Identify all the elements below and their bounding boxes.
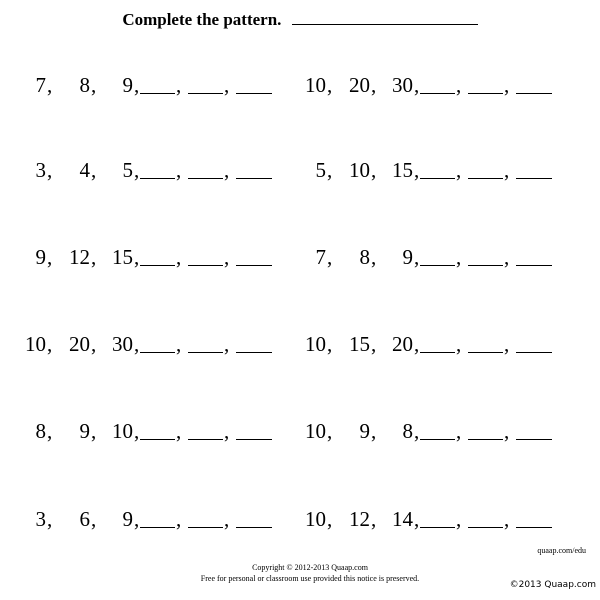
comma: , (224, 332, 230, 356)
comma: , (91, 158, 97, 182)
comma: , (134, 332, 140, 356)
comma: , (176, 245, 182, 269)
comma: , (414, 73, 420, 97)
pattern-number: 12 (349, 507, 370, 531)
pattern-problem (16, 72, 282, 98)
comma: , (414, 245, 420, 269)
pattern-number: 9 (359, 419, 370, 443)
pattern-number: 15 (112, 245, 133, 269)
pattern-number: 30 (392, 73, 413, 97)
comma: , (134, 158, 140, 182)
pattern-number: 12 (69, 245, 90, 269)
comma: , (456, 245, 462, 269)
answer-blank[interactable] (420, 265, 455, 266)
comma: , (504, 245, 510, 269)
pattern-number: 9 (122, 507, 133, 531)
comma: , (134, 245, 140, 269)
comma: , (91, 332, 97, 356)
pattern-number: 30 (112, 332, 133, 356)
pattern-number: 7 (315, 245, 326, 269)
pattern-number: 8 (79, 73, 90, 97)
pattern-number: 15 (349, 332, 370, 356)
answer-blank[interactable] (420, 93, 455, 94)
comma: , (327, 245, 333, 269)
answer-blank[interactable] (516, 93, 552, 94)
pattern-number: 10 (305, 419, 326, 443)
title-text: Complete the pattern. (122, 10, 282, 29)
pattern-number: 7 (35, 73, 46, 97)
answer-blank[interactable] (420, 527, 455, 528)
answer-blank[interactable] (516, 439, 552, 440)
comma: , (456, 332, 462, 356)
pattern-problem (296, 244, 562, 270)
pattern-number: 10 (25, 332, 46, 356)
corner-stamp: ©2013 Quaap.com (509, 580, 596, 590)
answer-blank[interactable] (236, 352, 272, 353)
comma: , (371, 158, 377, 182)
comma: , (176, 419, 182, 443)
pattern-number: 9 (35, 245, 46, 269)
answer-blank[interactable] (140, 93, 175, 94)
answer-blank[interactable] (516, 527, 552, 528)
comma: , (176, 332, 182, 356)
pattern-problem (296, 506, 562, 532)
answer-blank[interactable] (468, 439, 503, 440)
answer-blank[interactable] (468, 265, 503, 266)
pattern-problem (296, 72, 562, 98)
comma: , (47, 332, 53, 356)
name-line (292, 10, 478, 25)
pattern-number: 6 (79, 507, 90, 531)
pattern-number: 20 (349, 73, 370, 97)
answer-blank[interactable] (236, 265, 272, 266)
answer-blank[interactable] (140, 527, 175, 528)
comma: , (91, 73, 97, 97)
answer-blank[interactable] (188, 265, 223, 266)
comma: , (47, 507, 53, 531)
comma: , (224, 507, 230, 531)
comma: , (91, 245, 97, 269)
comma: , (504, 507, 510, 531)
comma: , (327, 419, 333, 443)
comma: , (47, 419, 53, 443)
pattern-number: 3 (35, 158, 46, 182)
comma: , (504, 332, 510, 356)
comma: , (47, 245, 53, 269)
comma: , (134, 507, 140, 531)
answer-blank[interactable] (420, 178, 455, 179)
pattern-number: 10 (305, 332, 326, 356)
answer-blank[interactable] (140, 439, 175, 440)
pattern-number: 10 (305, 507, 326, 531)
pattern-number: 9 (122, 73, 133, 97)
comma: , (134, 73, 140, 97)
comma: , (456, 507, 462, 531)
answer-blank[interactable] (188, 352, 223, 353)
comma: , (224, 158, 230, 182)
pattern-number: 8 (402, 419, 413, 443)
comma: , (456, 419, 462, 443)
answer-blank[interactable] (236, 439, 272, 440)
pattern-problem (296, 157, 562, 183)
comma: , (327, 332, 333, 356)
answer-blank[interactable] (140, 352, 175, 353)
comma: , (327, 507, 333, 531)
pattern-number: 15 (392, 158, 413, 182)
answer-blank[interactable] (188, 93, 223, 94)
pattern-problem (296, 418, 562, 444)
answer-blank[interactable] (468, 93, 503, 94)
comma: , (91, 419, 97, 443)
comma: , (224, 73, 230, 97)
pattern-number: 10 (349, 158, 370, 182)
answer-blank[interactable] (188, 178, 223, 179)
answer-blank[interactable] (468, 178, 503, 179)
pattern-number: 5 (315, 158, 326, 182)
comma: , (456, 73, 462, 97)
comma: , (47, 73, 53, 97)
comma: , (176, 507, 182, 531)
pattern-number: 10 (305, 73, 326, 97)
answer-blank[interactable] (140, 265, 175, 266)
copyright-line-1: Copyright © 2012-2013 Quaap.com (252, 563, 368, 572)
comma: , (91, 507, 97, 531)
comma: , (47, 158, 53, 182)
answer-blank[interactable] (236, 93, 272, 94)
comma: , (371, 507, 377, 531)
answer-blank[interactable] (140, 178, 175, 179)
comma: , (414, 158, 420, 182)
comma: , (327, 73, 333, 97)
answer-blank[interactable] (468, 352, 503, 353)
comma: , (371, 332, 377, 356)
pattern-problem (16, 244, 282, 270)
pattern-number: 9 (402, 245, 413, 269)
pattern-number: 8 (35, 419, 46, 443)
answer-blank[interactable] (420, 352, 455, 353)
comma: , (176, 158, 182, 182)
pattern-problem (16, 418, 282, 444)
answer-blank[interactable] (516, 265, 552, 266)
answer-blank[interactable] (188, 527, 223, 528)
worksheet-title (0, 10, 600, 30)
comma: , (371, 419, 377, 443)
comma: , (224, 245, 230, 269)
pattern-number: 8 (359, 245, 370, 269)
pattern-number: 4 (79, 158, 90, 182)
answer-blank[interactable] (236, 527, 272, 528)
answer-blank[interactable] (516, 352, 552, 353)
comma: , (414, 419, 420, 443)
comma: , (414, 507, 420, 531)
comma: , (134, 419, 140, 443)
pattern-problem (296, 331, 562, 357)
pattern-problem (16, 157, 282, 183)
answer-blank[interactable] (516, 178, 552, 179)
pattern-number: 14 (392, 507, 413, 531)
pattern-number: 10 (112, 419, 133, 443)
pattern-number: 20 (69, 332, 90, 356)
answer-blank[interactable] (420, 439, 455, 440)
comma: , (504, 419, 510, 443)
comma: , (504, 73, 510, 97)
comma: , (176, 73, 182, 97)
comma: , (456, 158, 462, 182)
answer-blank[interactable] (236, 178, 272, 179)
pattern-number: 5 (122, 158, 133, 182)
pattern-number: 3 (35, 507, 46, 531)
pattern-number: 20 (392, 332, 413, 356)
comma: , (414, 332, 420, 356)
comma: , (371, 245, 377, 269)
comma: , (504, 158, 510, 182)
answer-blank[interactable] (468, 527, 503, 528)
comma: , (371, 73, 377, 97)
comma: , (224, 419, 230, 443)
answer-blank[interactable] (188, 439, 223, 440)
pattern-problem (16, 506, 282, 532)
comma: , (327, 158, 333, 182)
copyright-line-2: Free for personal or classroom use provided this notice is preserved. (200, 574, 420, 583)
pattern-problem (16, 331, 282, 357)
site-url: quaap.com/edu (537, 546, 586, 555)
pattern-number: 9 (79, 419, 90, 443)
